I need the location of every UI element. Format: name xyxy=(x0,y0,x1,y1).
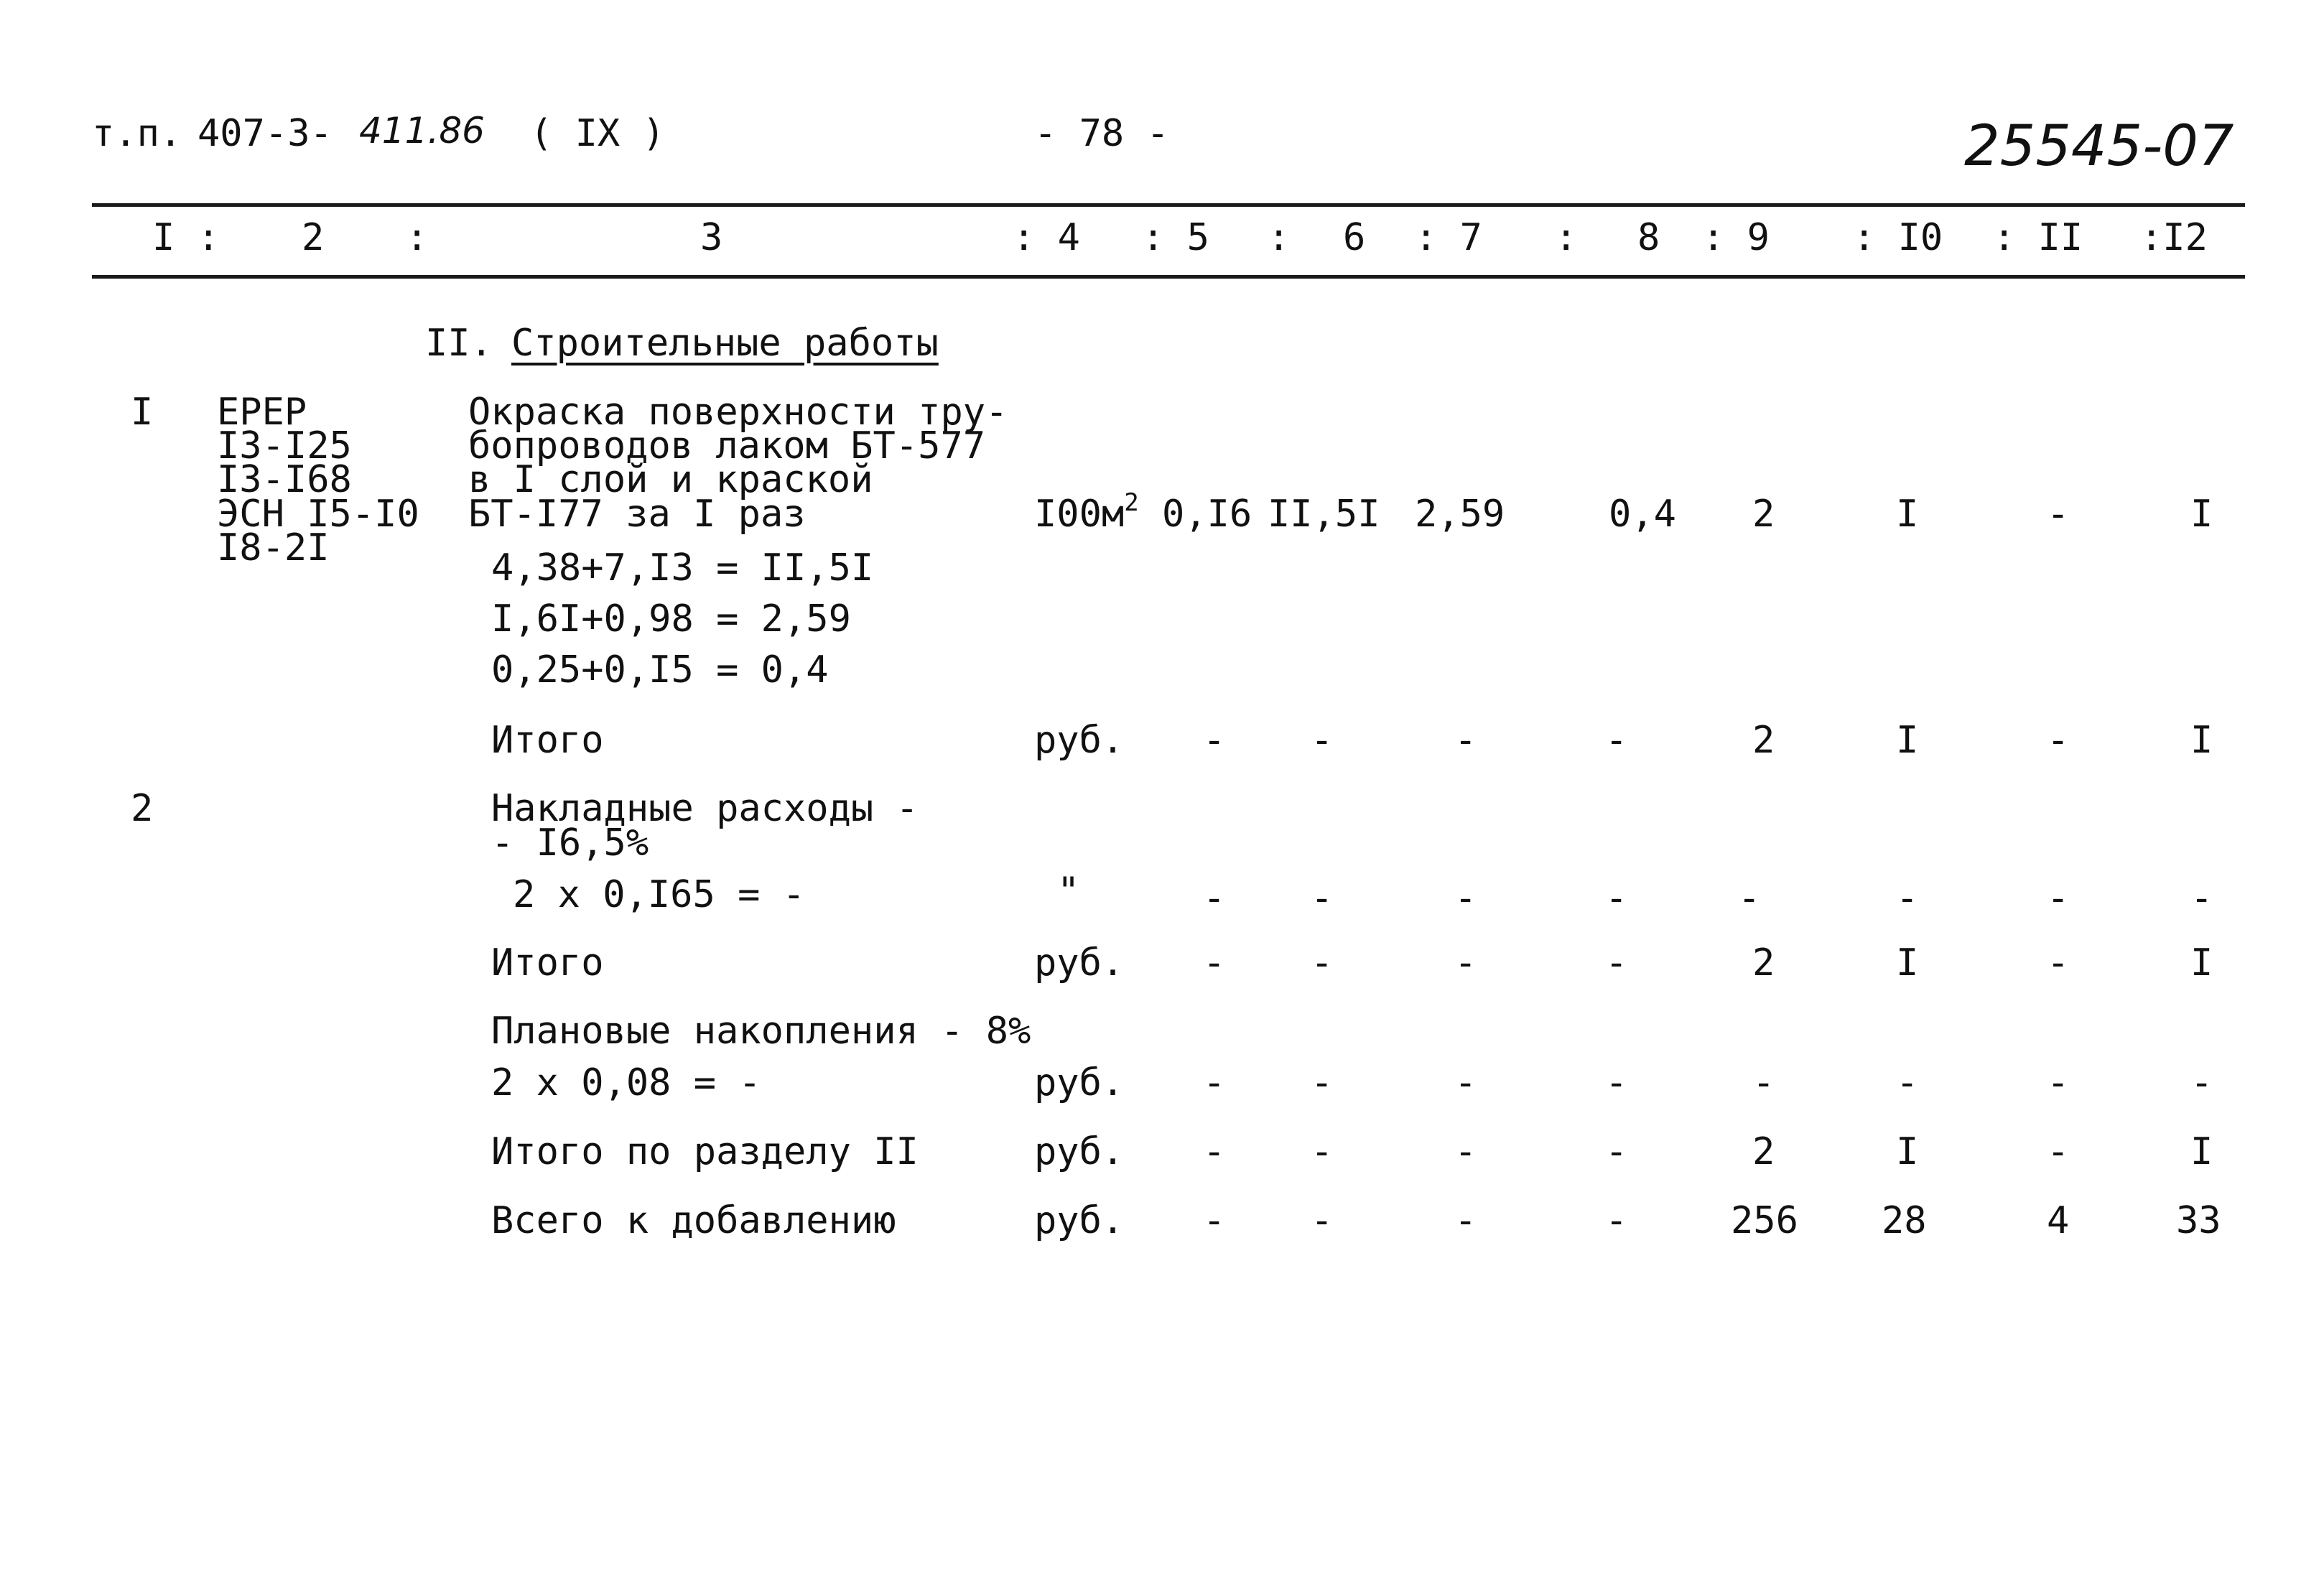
cell-c12: - xyxy=(2190,1061,2213,1104)
cell-c5: - xyxy=(1203,1199,1226,1242)
cell-c12: I xyxy=(2190,493,2213,536)
cell-c9: 2 xyxy=(1752,493,1775,536)
col-4: : 4 xyxy=(1013,216,1080,259)
row-label: 2 x 0,08 = - xyxy=(491,1061,761,1104)
cell-c12: - xyxy=(2190,877,2213,920)
row-unit: руб. xyxy=(1034,1130,1125,1173)
row-unit: руб. xyxy=(1034,1061,1125,1104)
stamp-number: 25545-07 xyxy=(1964,114,2234,179)
cell-c9: - xyxy=(1738,877,1761,920)
cell-c9: - xyxy=(1752,1061,1775,1104)
cell-c12: I xyxy=(2190,719,2213,762)
col-10: : I0 xyxy=(1853,216,1943,259)
code-line: I8-2I xyxy=(217,526,330,569)
item-number: 2 xyxy=(131,787,154,830)
cell-c6: - xyxy=(1311,877,1334,920)
col-1: I : xyxy=(152,216,220,259)
cell-c9: 2 xyxy=(1752,941,1775,984)
cell-c8: - xyxy=(1605,1061,1628,1104)
desc-line: Накладные расходы - xyxy=(491,787,919,830)
item-unit: $I00м^2$ xyxy=(1034,488,1139,536)
cell-c10: I xyxy=(1896,1130,1919,1173)
page-number: - 78 - xyxy=(1034,112,1169,155)
cell-c11: - xyxy=(2047,877,2070,920)
cell-c6: - xyxy=(1311,1061,1334,1104)
row-label: Итого xyxy=(491,941,604,984)
cell-c5: 0,I6 xyxy=(1162,493,1252,536)
cell-c11: - xyxy=(2047,1061,2070,1104)
cell-c12: I xyxy=(2190,941,2213,984)
cell-c7: - xyxy=(1454,877,1477,920)
cell-c9: 256 xyxy=(1731,1199,1798,1242)
col-12: :I2 xyxy=(2140,216,2208,259)
cell-c7: - xyxy=(1454,1130,1477,1173)
calc-line: 4,38+7,I3 = II,5I xyxy=(491,546,874,590)
row-unit: " xyxy=(1057,870,1080,913)
col-2: 2 xyxy=(302,216,325,259)
cell-c6: - xyxy=(1311,1130,1334,1173)
code-line: I3-I25 xyxy=(217,424,352,467)
row-label: Итого по разделу II xyxy=(491,1130,919,1173)
cell-c11: 4 xyxy=(2047,1199,2070,1242)
planned-savings-label: Плановые накопления - 8% xyxy=(491,1010,1031,1053)
code-line: I3-I68 xyxy=(217,458,352,501)
col-sep: : xyxy=(1268,216,1291,259)
cell-c8: 0,4 xyxy=(1609,493,1676,536)
cell-c11: - xyxy=(2047,1130,2070,1173)
col-3: 3 xyxy=(700,216,723,259)
cell-c7: - xyxy=(1454,1199,1477,1242)
cell-c8: - xyxy=(1605,877,1628,920)
col-sep: : xyxy=(406,216,429,259)
desc-line: Окраска поверхности тру- xyxy=(468,391,1008,434)
col-11: : II xyxy=(1993,216,2083,259)
cell-c9: 2 xyxy=(1752,719,1775,762)
cell-c7: - xyxy=(1454,941,1477,984)
col-6: 6 xyxy=(1343,216,1366,259)
project-number-suffix: 411.86 xyxy=(359,110,485,152)
col-7: : 7 xyxy=(1415,216,1482,259)
cell-c10: I xyxy=(1896,493,1919,536)
item-number: I xyxy=(131,391,154,434)
project-number: 407-3- xyxy=(197,112,333,155)
cell-c10: - xyxy=(1896,1061,1919,1104)
cell-c5: - xyxy=(1203,1130,1226,1173)
cell-c10: I xyxy=(1896,719,1919,762)
row-unit: руб. xyxy=(1034,719,1125,762)
cell-c11: - xyxy=(2047,493,2070,536)
cell-c10: I xyxy=(1896,941,1919,984)
cell-c10: - xyxy=(1896,877,1919,920)
cell-c7: - xyxy=(1454,719,1477,762)
section-number: II. xyxy=(425,322,493,365)
row-label: Всего к добавлению xyxy=(491,1199,896,1242)
cell-c11: - xyxy=(2047,719,2070,762)
calc-line: I,6I+0,98 = 2,59 xyxy=(491,597,851,641)
cell-c12: I xyxy=(2190,1130,2213,1173)
cell-c6: II,5I xyxy=(1268,493,1380,536)
code-line: ЕРЕР xyxy=(217,391,307,434)
cell-c7: - xyxy=(1454,1061,1477,1104)
code-line: ЭСН I5-I0 xyxy=(217,493,419,536)
header-rule-top xyxy=(92,203,2245,207)
cell-c5: - xyxy=(1203,941,1226,984)
header-rule-bottom xyxy=(92,275,2245,279)
cell-c7: 2,59 xyxy=(1415,493,1505,536)
project-prefix: т.п. xyxy=(92,112,182,155)
desc-line: - I6,5% xyxy=(491,821,649,865)
cell-c8: - xyxy=(1605,719,1628,762)
cell-c8: - xyxy=(1605,1130,1628,1173)
cell-c6: - xyxy=(1311,719,1334,762)
col-9: : 9 xyxy=(1702,216,1770,259)
cell-c9: 2 xyxy=(1752,1130,1775,1173)
cell-c8: - xyxy=(1605,1199,1628,1242)
desc-line: БТ-I77 за I раз xyxy=(468,493,806,536)
album-number: ( IX ) xyxy=(530,112,665,155)
cell-c10: 28 xyxy=(1882,1199,1927,1242)
cell-c5: - xyxy=(1203,719,1226,762)
cell-c11: - xyxy=(2047,941,2070,984)
desc-line: бопроводов лаком БТ-577 xyxy=(468,424,986,467)
cell-c8: - xyxy=(1605,941,1628,984)
cell-c5: - xyxy=(1203,877,1226,920)
cell-c6: - xyxy=(1311,1199,1334,1242)
cell-c12: 33 xyxy=(2176,1199,2221,1242)
col-sep: : xyxy=(1555,216,1578,259)
cell-c5: - xyxy=(1203,1061,1226,1104)
section-title: Строительные работы xyxy=(511,322,939,365)
col-8: 8 xyxy=(1637,216,1660,259)
row-unit: руб. xyxy=(1034,941,1125,984)
desc-line: в I слой и краской xyxy=(468,458,873,501)
row-unit: руб. xyxy=(1034,1199,1125,1242)
row-label: 2 x 0,I65 = - xyxy=(513,873,805,916)
row-label: Итого xyxy=(491,719,604,762)
cell-c6: - xyxy=(1311,941,1334,984)
col-5: : 5 xyxy=(1142,216,1209,259)
calc-line: 0,25+0,I5 = 0,4 xyxy=(491,648,829,692)
